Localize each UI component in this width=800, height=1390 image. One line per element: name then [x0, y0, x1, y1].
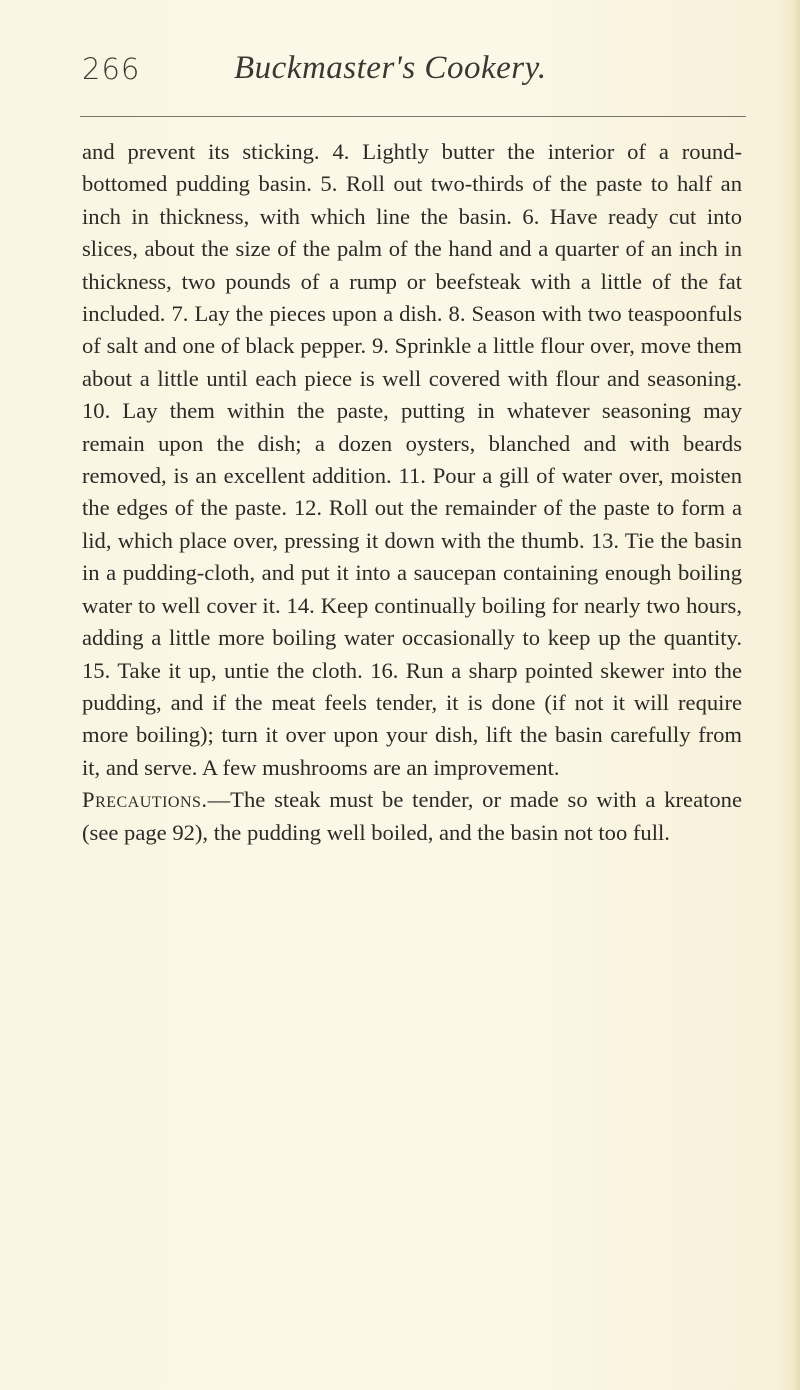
precautions-label: Precautions.	[82, 787, 208, 813]
precautions-text: —The steak must be tender, or made so with a kreatone (see page 92), the pudding well boiled, and the basin not too full.	[82, 787, 742, 845]
book-title: Buckmaster's Cookery.	[234, 50, 547, 86]
body-text	[82, 136, 742, 849]
page-number: 266	[82, 52, 141, 86]
header-rule	[80, 116, 746, 117]
precautions-paragraph	[82, 784, 742, 849]
page-edge-shadow	[794, 0, 800, 1390]
running-head	[82, 52, 742, 100]
recipe-steps-paragraph: and prevent its sticking. 4. Lightly butter the interior of a round-bottomed pudding basin. 5. Roll out two-thirds of the paste to half an inch in thickness, with which line the basin. 6. Have ready cut into slices, about the size of the palm of the hand and a quarter of an inch in thickness, two pounds of a rump or beefsteak with a little of the fat included. 7. Lay the pieces upon a dish. 8. Season with two teaspoonfuls of salt and one of black pepper. 9. Sprinkle a little flour over, move them about a little until each piece is well covered with flour and seasoning. 10. Lay them within the paste, putting in whatever seasoning may remain upon the dish; a dozen oysters, blanched and with beards removed, is an excellent addition. 11. Pour a gill of water over, moisten the edges of the paste. 12. Roll out the remainder of the paste to form a lid, which place over, pressing it down with the thumb. 13. Tie the basin in a pudding-cloth, and put it into a saucepan containing enough boiling water to well cover it. 14. Keep continually boiling for nearly two hours, adding a little more boiling water occasionally to keep up the quantity. 15. Take it up, untie the cloth. 16. Run a sharp pointed skewer into the pudding, and if the meat feels tender, it is done (if not it will require more boiling); turn it over upon your dish, lift the basin carefully from it, and serve. A few mushrooms are an improvement.	[82, 139, 742, 780]
